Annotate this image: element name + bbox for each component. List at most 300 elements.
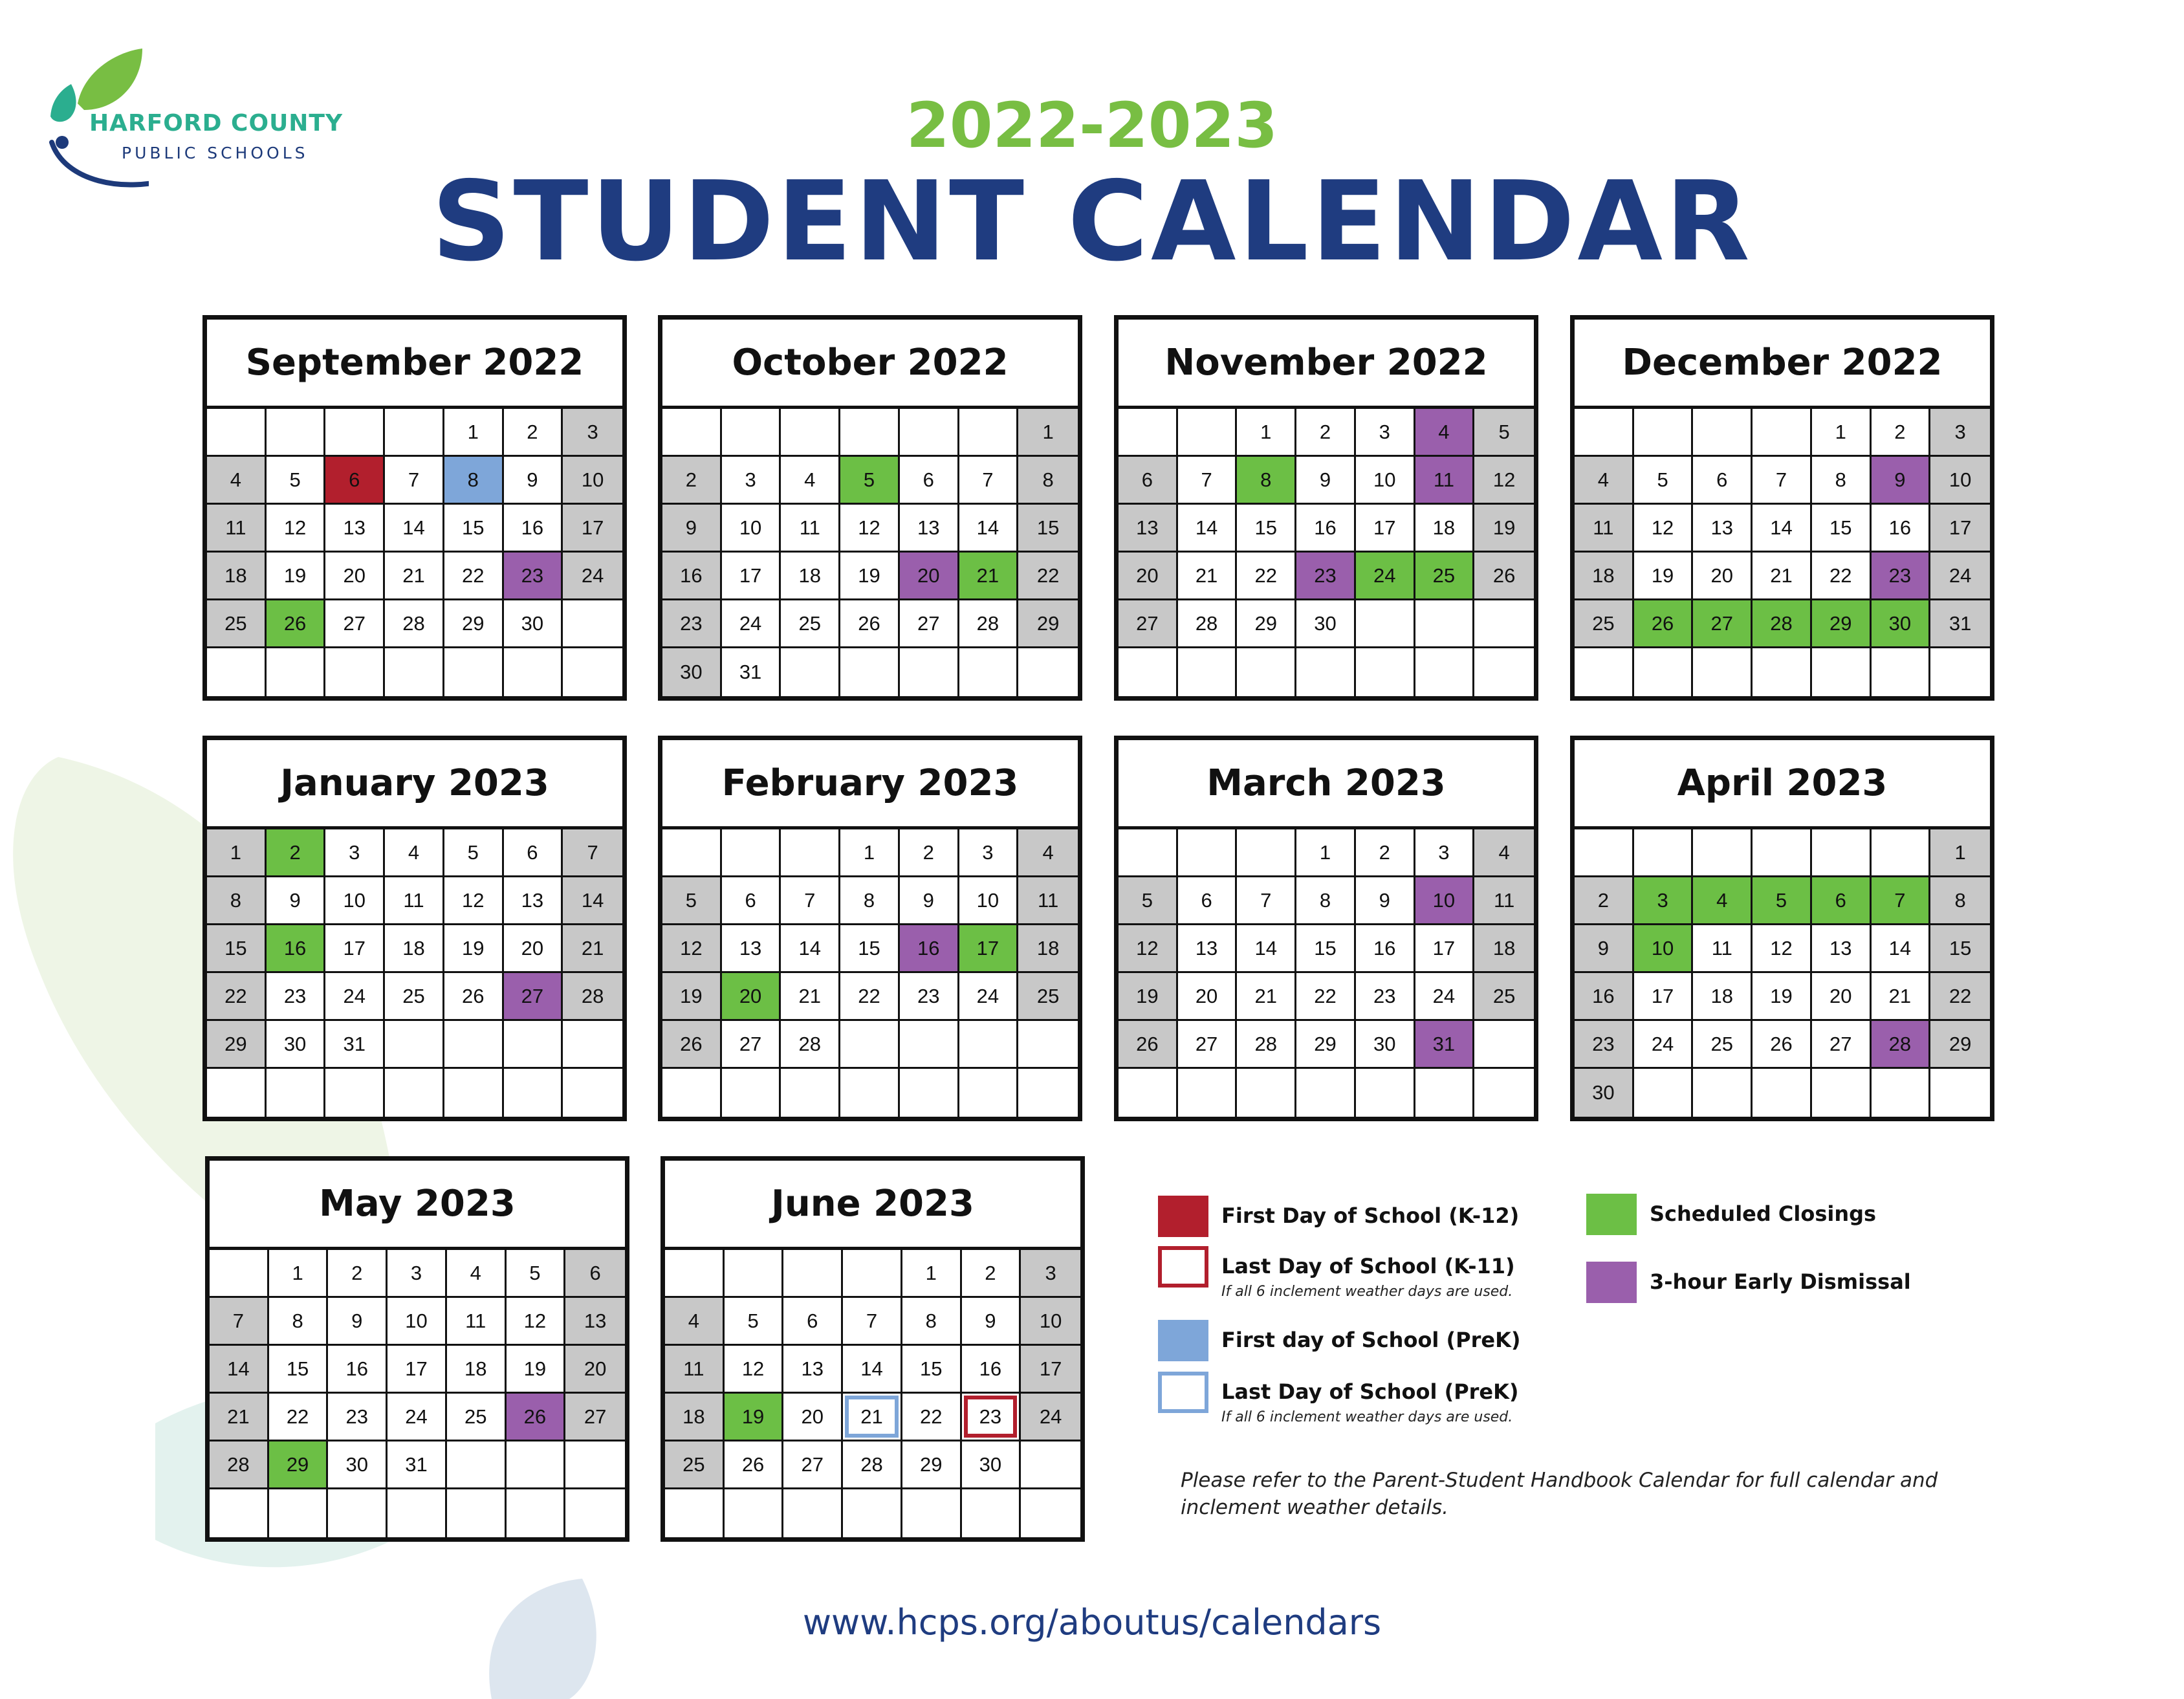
day-cell: 13: [325, 505, 385, 553]
empty-cell: [840, 1021, 900, 1069]
empty-cell: [1812, 1069, 1872, 1117]
day-cell: 29: [1930, 1021, 1990, 1069]
empty-cell: [210, 1489, 269, 1537]
empty-cell: [1296, 1069, 1356, 1117]
empty-cell: [902, 1489, 962, 1537]
day-cell: 10: [1930, 457, 1990, 505]
day-cell: 28: [563, 973, 622, 1021]
empty-cell: [565, 1489, 625, 1537]
day-cell: 10: [563, 457, 622, 505]
day-cell: 27: [1178, 1021, 1238, 1069]
day-cell: 7: [1872, 877, 1931, 925]
day-cell: 17: [1021, 1346, 1080, 1394]
day-cell: 29: [207, 1021, 267, 1069]
day-cell: 30: [1296, 600, 1356, 648]
day-cell: 28: [1872, 1021, 1931, 1069]
logo-text-public-schools: PUBLIC SCHOOLS: [122, 144, 309, 162]
day-cell: 10: [325, 877, 385, 925]
empty-cell: [1693, 1069, 1753, 1117]
empty-cell: [565, 1441, 625, 1489]
day-cell: 25: [1018, 973, 1078, 1021]
day-cell: 5: [1474, 409, 1534, 457]
empty-cell: [563, 600, 622, 648]
day-cell: 28: [210, 1441, 269, 1489]
day-cell: 26: [1474, 553, 1534, 600]
empty-cell: [1872, 829, 1931, 877]
month-calendar: [202, 736, 627, 1121]
school-year: 2022-2023: [906, 89, 1278, 162]
month-grid: [662, 829, 1078, 1117]
day-cell: 16: [328, 1346, 388, 1394]
empty-cell: [1296, 648, 1356, 696]
day-cell: 29: [444, 600, 504, 648]
day-cell: 17: [1634, 973, 1694, 1021]
day-cell: 9: [1356, 877, 1415, 925]
day-cell: 11: [447, 1298, 507, 1346]
day-cell: 8: [444, 457, 504, 505]
empty-cell: [1753, 829, 1812, 877]
day-cell: 20: [1812, 973, 1872, 1021]
day-cell: 31: [1415, 1021, 1475, 1069]
day-cell: 24: [325, 973, 385, 1021]
day-cell: 23: [962, 1394, 1021, 1441]
empty-cell: [1415, 1069, 1475, 1117]
day-cell: 10: [1415, 877, 1475, 925]
day-cell: 19: [1474, 505, 1534, 553]
empty-cell: [1178, 829, 1238, 877]
day-cell: 28: [1753, 600, 1812, 648]
legend-note: If all 6 inclement weather days are used.: [1221, 1284, 1513, 1300]
day-cell: 21: [843, 1394, 902, 1441]
month-title: March 2023: [1119, 740, 1534, 829]
empty-cell: [267, 1069, 326, 1117]
day-cell: 10: [1634, 925, 1694, 973]
day-cell: 4: [207, 457, 267, 505]
day-cell: 18: [1474, 925, 1534, 973]
day-cell: 5: [444, 829, 504, 877]
day-cell: 27: [1119, 600, 1178, 648]
day-cell: 21: [1178, 553, 1238, 600]
empty-cell: [1753, 409, 1812, 457]
day-cell: 27: [783, 1441, 843, 1489]
day-cell: 8: [840, 877, 900, 925]
day-cell: 9: [504, 457, 563, 505]
month-calendar: [661, 1156, 1085, 1542]
day-cell: 21: [210, 1394, 269, 1441]
day-cell: 21: [1237, 973, 1296, 1021]
day-cell: 9: [1575, 925, 1634, 973]
day-cell: 22: [269, 1394, 329, 1441]
day-cell: 22: [1296, 973, 1356, 1021]
day-cell: 19: [725, 1394, 784, 1441]
day-cell: 9: [900, 877, 959, 925]
day-cell: 7: [959, 457, 1019, 505]
day-cell: 28: [843, 1441, 902, 1489]
day-cell: 7: [1178, 457, 1238, 505]
day-cell: 15: [840, 925, 900, 973]
empty-cell: [1812, 648, 1872, 696]
day-cell: 2: [1575, 877, 1634, 925]
day-cell: 11: [781, 505, 840, 553]
day-cell: 4: [1575, 457, 1634, 505]
day-cell: 13: [565, 1298, 625, 1346]
day-cell: 15: [902, 1346, 962, 1394]
empty-cell: [325, 1069, 385, 1117]
empty-cell: [267, 409, 326, 457]
day-cell: 22: [902, 1394, 962, 1441]
day-cell: 26: [840, 600, 900, 648]
empty-cell: [1575, 829, 1634, 877]
empty-cell: [1753, 648, 1812, 696]
day-cell: 23: [1356, 973, 1415, 1021]
empty-cell: [959, 1021, 1019, 1069]
day-cell: 1: [840, 829, 900, 877]
day-cell: 27: [565, 1394, 625, 1441]
day-cell: 29: [1296, 1021, 1356, 1069]
day-cell: 15: [207, 925, 267, 973]
day-cell: 23: [328, 1394, 388, 1441]
month-grid: [1575, 829, 1990, 1117]
day-cell: 8: [902, 1298, 962, 1346]
month-title: April 2023: [1575, 740, 1990, 829]
empty-cell: [783, 1250, 843, 1298]
day-cell: 24: [1634, 1021, 1694, 1069]
empty-cell: [267, 648, 326, 696]
day-cell: 17: [722, 553, 781, 600]
month-grid: [665, 1250, 1080, 1537]
empty-cell: [1178, 409, 1238, 457]
empty-cell: [725, 1489, 784, 1537]
empty-cell: [840, 1069, 900, 1117]
empty-cell: [385, 409, 444, 457]
day-cell: 27: [722, 1021, 781, 1069]
empty-cell: [1930, 648, 1990, 696]
day-cell: 3: [722, 457, 781, 505]
day-cell: 26: [1634, 600, 1694, 648]
day-cell: 11: [207, 505, 267, 553]
day-cell: 6: [722, 877, 781, 925]
day-cell: 22: [1812, 553, 1872, 600]
day-cell: 4: [1474, 829, 1534, 877]
month-calendar: [205, 1156, 629, 1542]
day-cell: 6: [1812, 877, 1872, 925]
empty-cell: [900, 1021, 959, 1069]
empty-cell: [1119, 829, 1178, 877]
day-cell: 11: [1693, 925, 1753, 973]
handbook-note: Please refer to the Parent-Student Handbook Calendar for full calendar and inclement weather details.: [1181, 1469, 1938, 1519]
day-cell: 10: [388, 1298, 447, 1346]
day-cell: 15: [1237, 505, 1296, 553]
day-cell: 25: [1575, 600, 1634, 648]
legend-label: First day of School (PreK): [1221, 1328, 1521, 1352]
day-cell: 3: [1634, 877, 1694, 925]
empty-cell: [1018, 1021, 1078, 1069]
month-grid: [1575, 409, 1990, 696]
month-grid: [210, 1250, 625, 1537]
day-cell: 14: [843, 1346, 902, 1394]
day-cell: 19: [444, 925, 504, 973]
day-cell: 3: [1415, 829, 1475, 877]
day-cell: 21: [1872, 973, 1931, 1021]
empty-cell: [1575, 409, 1634, 457]
empty-cell: [1634, 829, 1694, 877]
day-cell: 19: [1753, 973, 1812, 1021]
day-cell: 15: [1018, 505, 1078, 553]
day-cell: 8: [1018, 457, 1078, 505]
day-cell: 7: [1753, 457, 1812, 505]
legend-swatch-red-outline: [1158, 1246, 1208, 1288]
empty-cell: [843, 1250, 902, 1298]
empty-cell: [328, 1489, 388, 1537]
day-cell: 25: [1415, 553, 1475, 600]
empty-cell: [665, 1489, 725, 1537]
day-cell: 20: [504, 925, 563, 973]
day-cell: 7: [1237, 877, 1296, 925]
day-cell: 6: [1178, 877, 1238, 925]
day-cell: 27: [325, 600, 385, 648]
day-cell: 19: [662, 973, 722, 1021]
month-title: May 2023: [210, 1161, 625, 1250]
empty-cell: [1872, 648, 1931, 696]
empty-cell: [1634, 409, 1694, 457]
day-cell: 2: [962, 1250, 1021, 1298]
empty-cell: [1018, 1069, 1078, 1117]
empty-cell: [1474, 600, 1534, 648]
day-cell: 2: [662, 457, 722, 505]
month-title: January 2023: [207, 740, 622, 829]
day-cell: 2: [504, 409, 563, 457]
day-cell: 22: [840, 973, 900, 1021]
month-grid: [1119, 829, 1534, 1117]
day-cell: 3: [325, 829, 385, 877]
day-cell: 9: [662, 505, 722, 553]
day-cell: 23: [1575, 1021, 1634, 1069]
day-cell: 26: [507, 1394, 566, 1441]
empty-cell: [1930, 1069, 1990, 1117]
empty-cell: [385, 648, 444, 696]
empty-cell: [662, 1069, 722, 1117]
month-title: November 2022: [1119, 320, 1534, 409]
legend-label: 3-hour Early Dismissal: [1650, 1269, 1911, 1294]
day-cell: 29: [1237, 600, 1296, 648]
day-cell: 4: [781, 457, 840, 505]
day-cell: 26: [725, 1441, 784, 1489]
day-cell: 19: [1634, 553, 1694, 600]
day-cell: 5: [1634, 457, 1694, 505]
day-cell: 6: [1693, 457, 1753, 505]
day-cell: 1: [902, 1250, 962, 1298]
day-cell: 25: [385, 973, 444, 1021]
day-cell: 18: [665, 1394, 725, 1441]
month-grid: [207, 409, 622, 696]
day-cell: 27: [1693, 600, 1753, 648]
legend-label: Scheduled Closings: [1650, 1201, 1877, 1226]
empty-cell: [1237, 648, 1296, 696]
day-cell: 19: [840, 553, 900, 600]
day-cell: 21: [1753, 553, 1812, 600]
day-cell: 2: [900, 829, 959, 877]
day-cell: 11: [665, 1346, 725, 1394]
day-cell: 14: [1753, 505, 1812, 553]
day-cell: 20: [722, 973, 781, 1021]
day-cell: 25: [1693, 1021, 1753, 1069]
empty-cell: [1415, 648, 1475, 696]
day-cell: 17: [959, 925, 1019, 973]
day-cell: 1: [1930, 829, 1990, 877]
month-grid: [207, 829, 622, 1117]
empty-cell: [722, 409, 781, 457]
day-cell: 12: [444, 877, 504, 925]
empty-cell: [504, 648, 563, 696]
day-cell: 22: [1237, 553, 1296, 600]
empty-cell: [504, 1069, 563, 1117]
day-cell: 24: [1415, 973, 1475, 1021]
day-cell: 1: [207, 829, 267, 877]
calendar-url-link[interactable]: www.hcps.org/aboutus/calendars: [802, 1602, 1382, 1643]
day-cell: 4: [385, 829, 444, 877]
day-cell: 12: [662, 925, 722, 973]
day-cell: 27: [1812, 1021, 1872, 1069]
day-cell: 6: [1119, 457, 1178, 505]
day-cell: 15: [444, 505, 504, 553]
day-cell: 19: [267, 553, 326, 600]
day-cell: 14: [781, 925, 840, 973]
legend-label: Last Day of School (PreK): [1221, 1379, 1519, 1404]
day-cell: 11: [1018, 877, 1078, 925]
empty-cell: [325, 648, 385, 696]
day-cell: 15: [1296, 925, 1356, 973]
day-cell: 3: [959, 829, 1019, 877]
day-cell: 4: [665, 1298, 725, 1346]
day-cell: 18: [447, 1346, 507, 1394]
day-cell: 4: [447, 1250, 507, 1298]
day-cell: 1: [444, 409, 504, 457]
month-grid: [662, 409, 1078, 696]
day-cell: 2: [1296, 409, 1356, 457]
empty-cell: [665, 1250, 725, 1298]
day-cell: 23: [1872, 553, 1931, 600]
day-cell: 17: [325, 925, 385, 973]
month-grid: [1119, 409, 1534, 696]
day-cell: 21: [385, 553, 444, 600]
day-cell: 1: [1018, 409, 1078, 457]
day-cell: 2: [1356, 829, 1415, 877]
day-cell: 23: [504, 553, 563, 600]
day-cell: 28: [385, 600, 444, 648]
empty-cell: [840, 409, 900, 457]
empty-cell: [385, 1021, 444, 1069]
day-cell: 5: [1753, 877, 1812, 925]
empty-cell: [725, 1250, 784, 1298]
day-cell: 9: [1296, 457, 1356, 505]
day-cell: 20: [1119, 553, 1178, 600]
empty-cell: [843, 1489, 902, 1537]
day-cell: 2: [1872, 409, 1931, 457]
day-cell: 17: [388, 1346, 447, 1394]
empty-cell: [1356, 1069, 1415, 1117]
day-cell: 12: [725, 1346, 784, 1394]
day-cell: 16: [504, 505, 563, 553]
empty-cell: [1119, 648, 1178, 696]
day-cell: 26: [267, 600, 326, 648]
day-cell: 15: [1812, 505, 1872, 553]
day-cell: 16: [662, 553, 722, 600]
empty-cell: [507, 1441, 566, 1489]
day-cell: 29: [1018, 600, 1078, 648]
day-cell: 16: [1296, 505, 1356, 553]
empty-cell: [662, 409, 722, 457]
day-cell: 28: [781, 1021, 840, 1069]
day-cell: 5: [507, 1250, 566, 1298]
day-cell: 17: [1415, 925, 1475, 973]
empty-cell: [959, 648, 1019, 696]
day-cell: 22: [1018, 553, 1078, 600]
empty-cell: [962, 1489, 1021, 1537]
day-cell: 24: [1930, 553, 1990, 600]
day-cell: 27: [504, 973, 563, 1021]
legend-swatch-purple: [1586, 1262, 1637, 1303]
legend-swatch-blue-outline: [1158, 1372, 1208, 1413]
day-cell: 30: [962, 1441, 1021, 1489]
day-cell: 13: [1812, 925, 1872, 973]
day-cell: 3: [1930, 409, 1990, 457]
day-cell: 13: [783, 1346, 843, 1394]
empty-cell: [444, 1021, 504, 1069]
day-cell: 20: [325, 553, 385, 600]
day-cell: 20: [565, 1346, 625, 1394]
page-title: STUDENT CALENDAR: [431, 158, 1753, 286]
day-cell: 14: [385, 505, 444, 553]
day-cell: 2: [267, 829, 326, 877]
empty-cell: [662, 829, 722, 877]
day-cell: 30: [328, 1441, 388, 1489]
empty-cell: [444, 648, 504, 696]
empty-cell: [1119, 1069, 1178, 1117]
month-title: September 2022: [207, 320, 622, 409]
day-cell: 12: [840, 505, 900, 553]
day-cell: 22: [207, 973, 267, 1021]
legend-label: First Day of School (K-12): [1221, 1203, 1520, 1228]
empty-cell: [563, 1069, 622, 1117]
month-calendar: [1114, 736, 1538, 1121]
day-cell: 21: [563, 925, 622, 973]
month-calendar: [658, 736, 1082, 1121]
day-cell: 25: [1474, 973, 1534, 1021]
day-cell: 23: [662, 600, 722, 648]
month-title: February 2023: [662, 740, 1078, 829]
empty-cell: [1634, 1069, 1694, 1117]
day-cell: 23: [1296, 553, 1356, 600]
empty-cell: [900, 1069, 959, 1117]
day-cell: 13: [1178, 925, 1238, 973]
day-cell: 14: [959, 505, 1019, 553]
empty-cell: [1237, 1069, 1296, 1117]
day-cell: 23: [900, 973, 959, 1021]
day-cell: 18: [207, 553, 267, 600]
logo-text-harford-county: HARFORD COUNTY: [89, 110, 344, 137]
day-cell: 8: [1812, 457, 1872, 505]
empty-cell: [269, 1489, 329, 1537]
day-cell: 6: [565, 1250, 625, 1298]
day-cell: 13: [900, 505, 959, 553]
day-cell: 21: [781, 973, 840, 1021]
empty-cell: [722, 1069, 781, 1117]
day-cell: 25: [781, 600, 840, 648]
empty-cell: [900, 648, 959, 696]
empty-cell: [207, 648, 267, 696]
empty-cell: [1178, 1069, 1238, 1117]
day-cell: 26: [1753, 1021, 1812, 1069]
